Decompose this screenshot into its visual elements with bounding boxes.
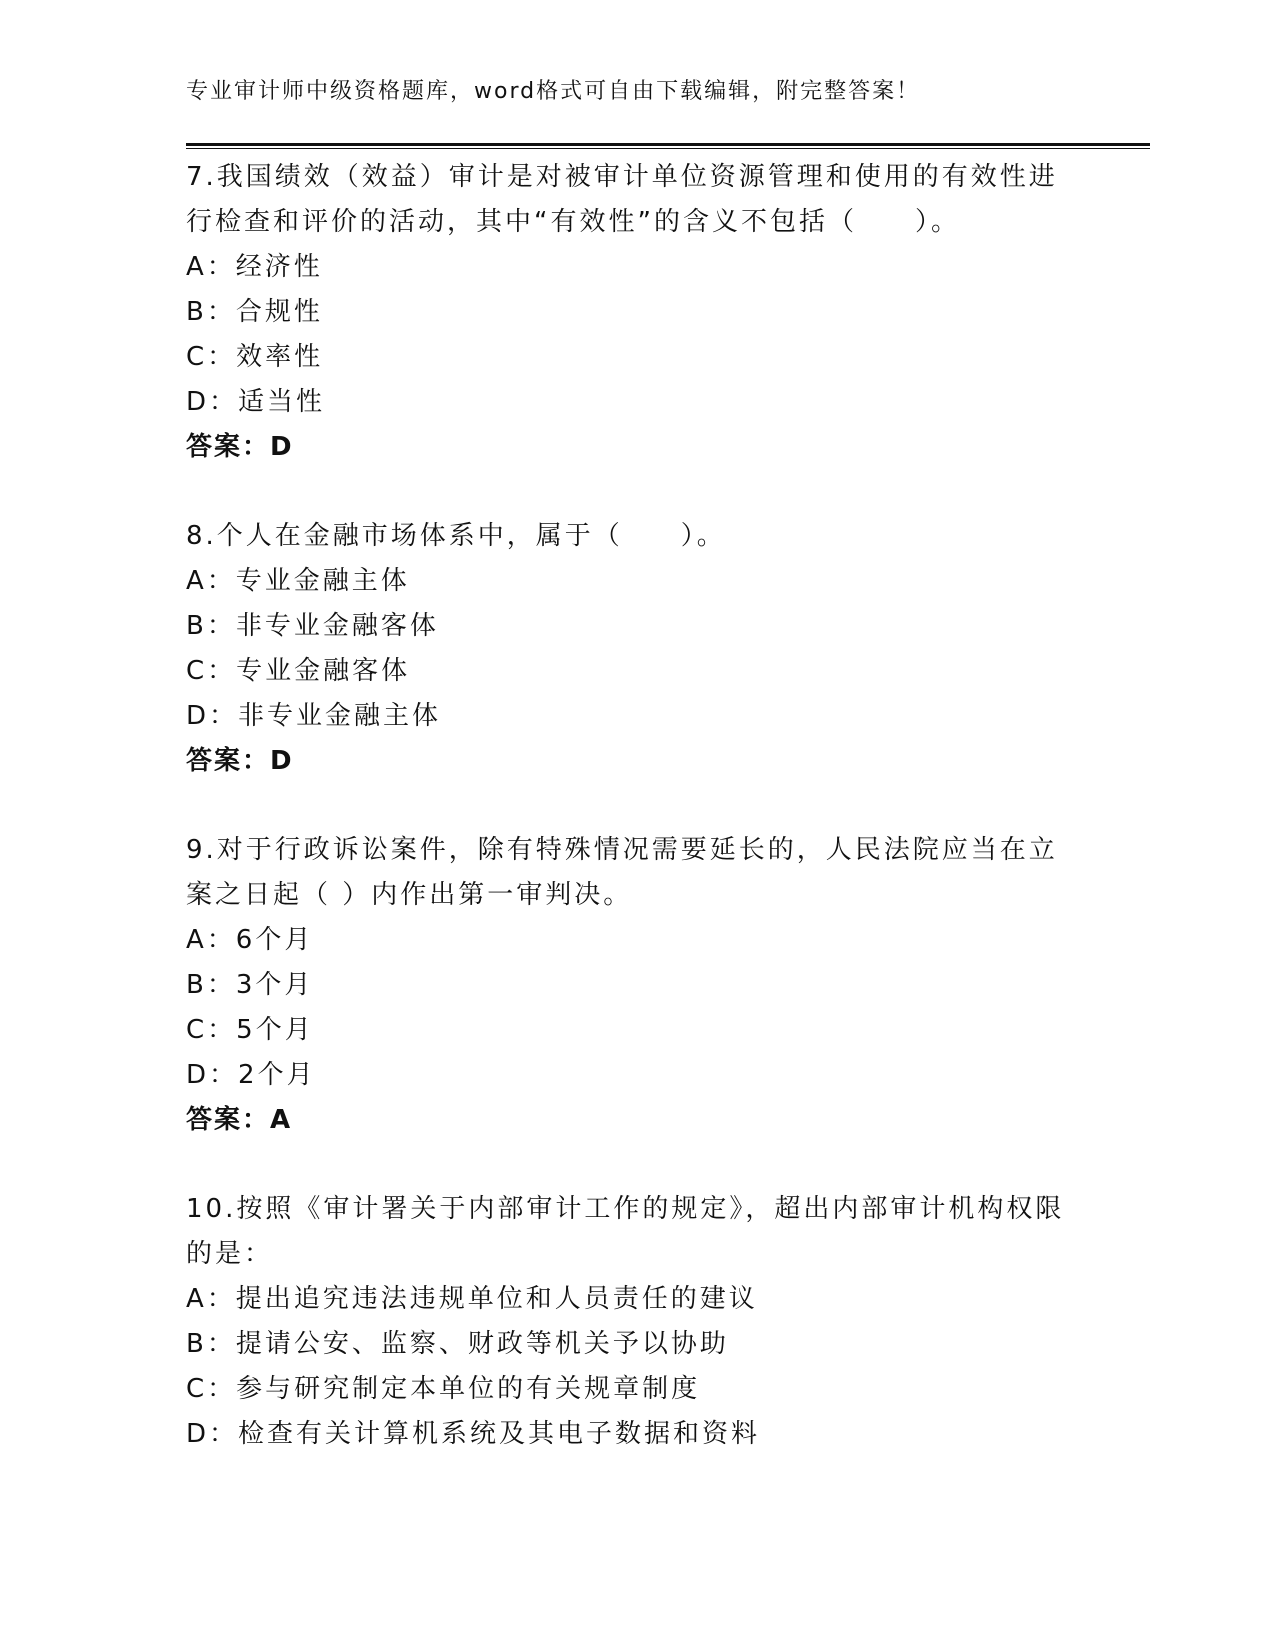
answer: 答案：D bbox=[186, 746, 294, 776]
option-a: A：专业金融主体 bbox=[186, 566, 410, 596]
question-stem: 10.按照《审计署关于内部审计工作的规定》，超出内部审计机构权限的是： bbox=[186, 1194, 1065, 1269]
option-b: B：提请公安、监察、财政等机关予以协助 bbox=[186, 1329, 729, 1359]
option-d: D：2个月 bbox=[186, 1060, 316, 1090]
option-c: C：效率性 bbox=[186, 342, 324, 372]
option-d: D：非专业金融主体 bbox=[186, 701, 442, 731]
question-7 bbox=[186, 155, 1086, 470]
question-8 bbox=[186, 514, 1086, 784]
option-d: D：适当性 bbox=[186, 387, 326, 417]
option-a: A：经济性 bbox=[186, 252, 323, 282]
option-b: B：合规性 bbox=[186, 297, 323, 327]
option-d: D：检查有关计算机系统及其电子数据和资料 bbox=[186, 1419, 761, 1449]
option-a: A：6个月 bbox=[186, 925, 314, 955]
question-10 bbox=[186, 1187, 1086, 1457]
question-9 bbox=[186, 828, 1086, 1143]
option-c: C：专业金融客体 bbox=[186, 656, 411, 686]
question-list bbox=[186, 155, 1086, 1501]
page-header: 专业审计师中级资格题库，word格式可自由下载编辑，附完整答案！ bbox=[186, 79, 921, 104]
question-stem: 7.我国绩效（效益）审计是对被审计单位资源管理和使用的有效性进行检查和评价的活动，其中“有效性”的含义不包括（ ）。 bbox=[186, 162, 1058, 237]
question-stem: 8.个人在金融市场体系中，属于（ ）。 bbox=[186, 521, 726, 551]
question-stem: 9.对于行政诉讼案件，除有特殊情况需要延长的，人民法院应当在立案之日起（ ）内作出第一审判决。 bbox=[186, 835, 1058, 910]
answer: 答案：D bbox=[186, 432, 294, 462]
option-b: B：非专业金融客体 bbox=[186, 611, 439, 641]
answer: 答案：A bbox=[186, 1105, 293, 1135]
option-c: C：参与研究制定本单位的有关规章制度 bbox=[186, 1374, 701, 1404]
option-c: C：5个月 bbox=[186, 1015, 314, 1045]
option-b: B：3个月 bbox=[186, 970, 314, 1000]
option-a: A：提出追究违法违规单位和人员责任的建议 bbox=[186, 1284, 758, 1314]
header-divider bbox=[186, 143, 1150, 149]
